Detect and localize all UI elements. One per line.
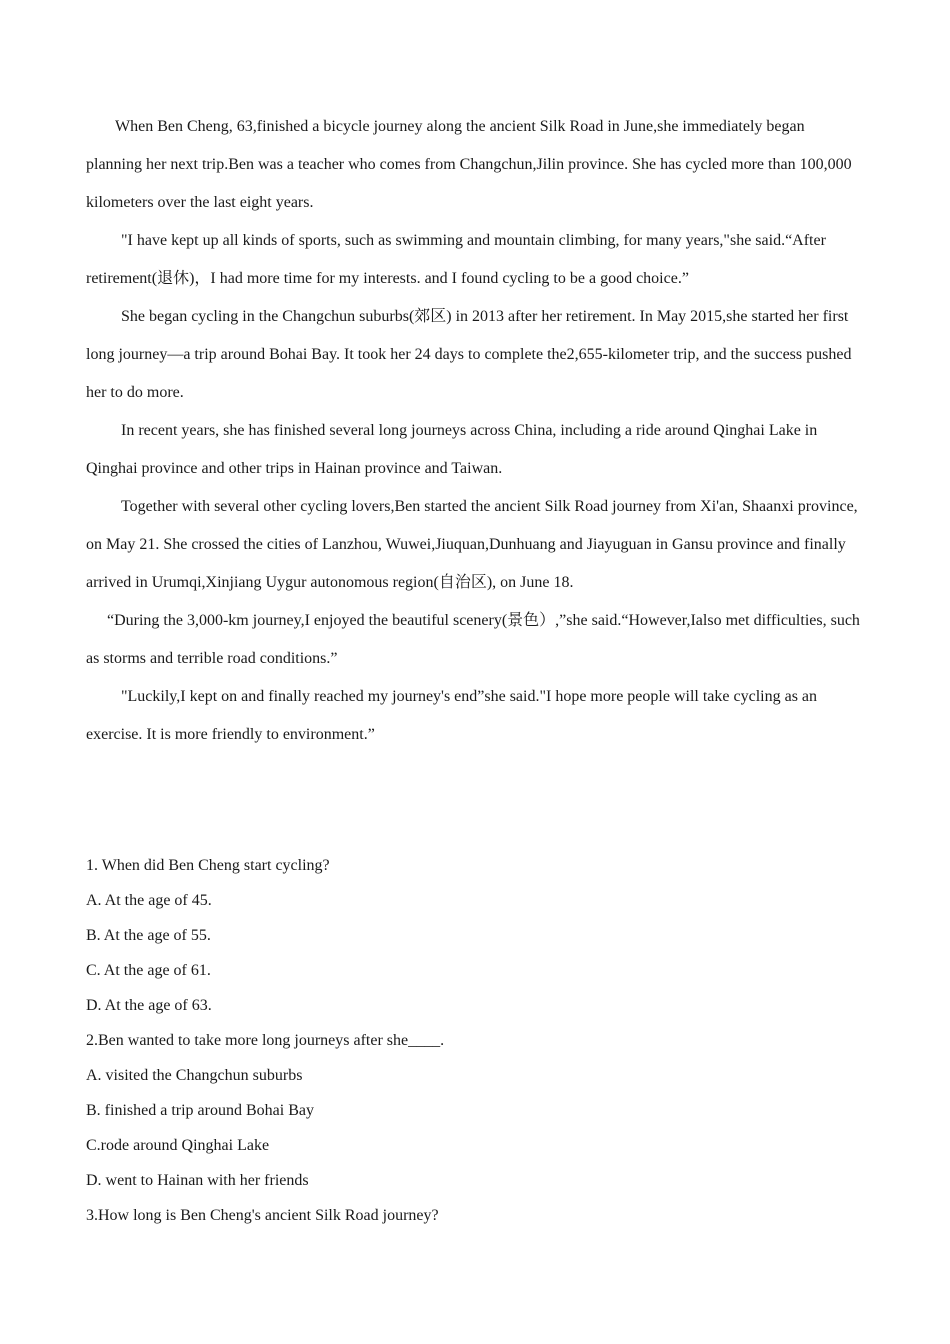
question-stem: 1. When did Ben Cheng start cycling? <box>86 857 330 874</box>
question-2 <box>86 1023 860 1198</box>
question-list <box>86 848 860 1233</box>
reading-passage <box>86 108 860 754</box>
answer-option: A. visited the Changchun suburbs <box>86 1067 303 1084</box>
passage-paragraph-3: She began cycling in the Changchun suburbs(郊区) in 2013 after her retirement. In May 2015,she started her first long journey—a trip around Bohai Bay. It took her 24 days to complete the2,655-kilometer trip, and the success pushed her to do more. <box>86 308 852 401</box>
question-1 <box>86 848 860 1023</box>
question-stem: 3.How long is Ben Cheng's ancient Silk Road journey? <box>86 1207 439 1224</box>
passage-paragraph-4: In recent years, she has finished several long journeys across China, including a ride around Qinghai Lake in Qinghai province and other trips in Hainan province and Taiwan. <box>86 422 818 477</box>
passage-paragraph-7: "Luckily,I kept on and finally reached my journey's end”she said."I hope more people will take cycling as an exercise. It is more friendly to environment.” <box>86 688 818 743</box>
answer-option: A. At the age of 45. <box>86 892 212 909</box>
answer-option: D. went to Hainan with her friends <box>86 1172 309 1189</box>
question-stem: 2.Ben wanted to take more long journeys after she____. <box>86 1032 445 1049</box>
passage-paragraph-6: “During the 3,000-km journey,I enjoyed the beautiful scenery(景色）,”she said.“However,Ialso met difficulties, such as storms and terrible road conditions.” <box>86 612 860 667</box>
passage-paragraph-2: "I have kept up all kinds of sports, such as swimming and mountain climbing, for many years,"she said.“After retirement(退休)，I had more time for my interests. and I found cycling to be a good choice.” <box>86 232 826 287</box>
passage-paragraph-5: Together with several other cycling lovers,Ben started the ancient Silk Road journey from Xi'an, Shaanxi province, on May 21. She crossed the cities of Lanzhou, Wuwei,Jiuquan,Dunhuang and Jiayuguan in Gansu province and finally arrived in Urumqi,Xinjiang Uygur autonomous region(自治区), on June 18. <box>86 498 858 591</box>
question-3 <box>86 1198 860 1233</box>
answer-option: D. At the age of 63. <box>86 997 212 1014</box>
answer-option: B. At the age of 55. <box>86 927 211 944</box>
answer-option: C. At the age of 61. <box>86 962 211 979</box>
passage-paragraph-1: When Ben Cheng, 63,finished a bicycle journey along the ancient Silk Road in June,she immediately began planning her next trip.Ben was a teacher who comes from Changchun,Jilin province. She has cycled more than 100,000 kilometers over the last eight years. <box>86 118 852 211</box>
answer-option: B. finished a trip around Bohai Bay <box>86 1102 314 1119</box>
answer-option: C.rode around Qinghai Lake <box>86 1137 270 1154</box>
